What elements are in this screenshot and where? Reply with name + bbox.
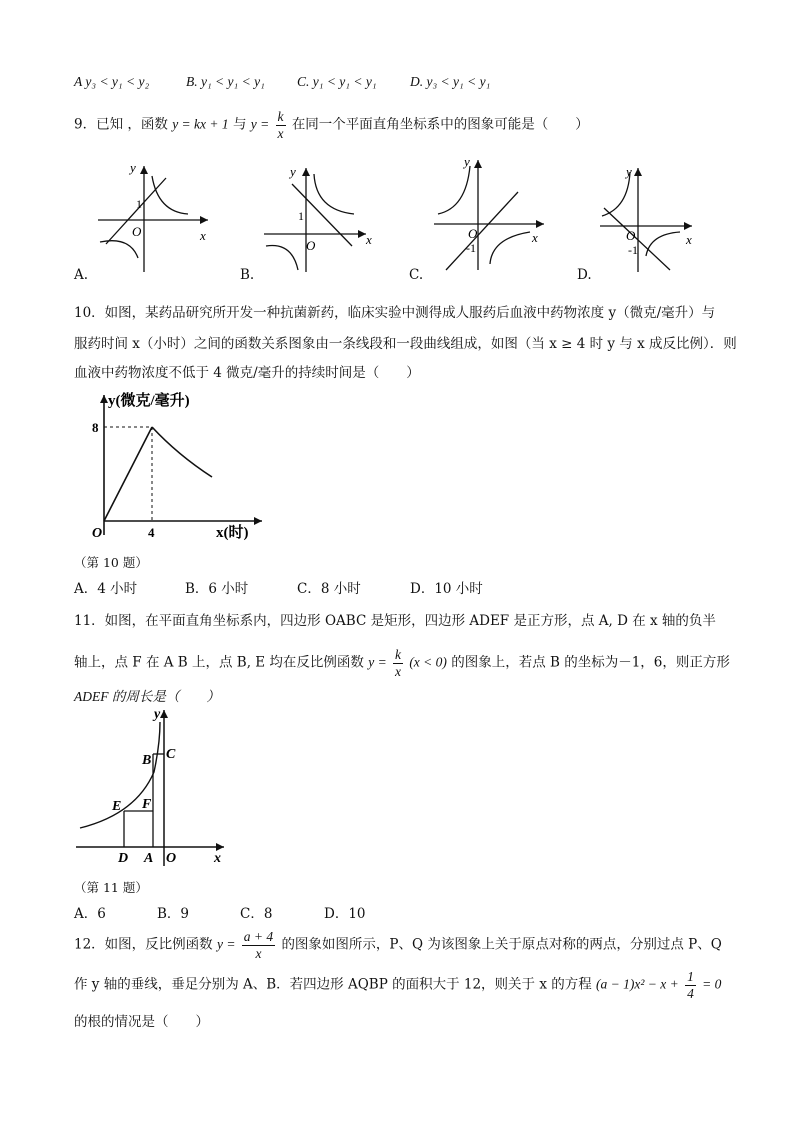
q11-line-2-a: 轴上，点 F 在 A B 上，点 B, E 均在反比例函数	[74, 654, 364, 671]
q9d-neg-one-label: -1	[628, 243, 638, 257]
q8-option-b: B. y₁ < y₁ < y₁	[186, 74, 265, 89]
q9c-y-label: y	[464, 154, 470, 169]
q9b-x-label: x	[366, 232, 372, 247]
q10-x-tick-4: 4	[148, 525, 155, 540]
q11-label-c: C	[166, 747, 176, 762]
q12-frac-num: a + 4	[243, 929, 274, 944]
q8-option-c: C. y₁ < y₁ < y₁	[297, 74, 377, 89]
q10-graph	[82, 385, 272, 545]
q10-caption: （第 10 题）	[74, 555, 148, 570]
q12-eq-frac-num: 1	[687, 969, 694, 984]
q9b-y-label: y	[290, 164, 296, 179]
q11-option-c: C．8	[240, 906, 273, 922]
q10-option-a: A．4 小时	[74, 581, 138, 597]
q9-graph-a	[96, 158, 218, 274]
q10-option-b: B．6 小时	[185, 581, 249, 597]
q12-equation-fraction	[685, 970, 696, 1000]
q9-stem	[74, 110, 589, 140]
q11-frac-den: x	[395, 663, 402, 679]
q11-option-d: D．10	[324, 906, 366, 922]
q11-option-a: A．6	[74, 906, 106, 922]
q10-origin-label: O	[92, 526, 103, 541]
q11-caption: （第 11 题）	[74, 880, 148, 895]
q12-line-1-a: 12．如图，反比例函数	[74, 936, 213, 953]
q9-formula-2-fraction	[276, 110, 286, 140]
q11-formula-condition: (x < 0)	[409, 654, 447, 670]
q9-graph-c	[432, 152, 554, 274]
q11-line-2	[74, 648, 730, 678]
q10-y-axis-label: y(微克/毫升)	[108, 393, 190, 409]
q12-equation-a: (a − 1)x² − x +	[596, 976, 679, 992]
q11-frac-num: k	[395, 647, 402, 662]
q9-option-a: A.	[74, 267, 89, 283]
q9a-y-label: y	[130, 160, 136, 175]
q12-formula-fraction	[242, 930, 275, 960]
q9a-x-label: x	[200, 228, 206, 243]
q9a-origin-label: O	[132, 224, 142, 239]
q10-line-2: 服药时间 x（小时）之间的函数关系图象由一条线段和一段曲线组成，如图（当 x ≥ 4 时 y 与 x 成反比例）．则	[74, 336, 737, 352]
q9-graph-b	[262, 158, 384, 274]
q9c-neg-one-label: -1	[466, 241, 476, 255]
q9d-x-label: x	[686, 232, 692, 247]
q9-mid: 与	[232, 116, 247, 133]
q10-option-c: C．8 小时	[297, 581, 361, 597]
q9c-origin-label: O	[468, 226, 478, 241]
q9-frac-num: k	[277, 109, 284, 124]
q9d-origin-label: O	[626, 228, 636, 243]
q12-eq-frac-den: 4	[687, 985, 694, 1001]
q12-line-2-a: 作 y 轴的垂线，垂足分别为 A、B．若四边形 AQBP 的面积大于 12，则关于 x 的方程	[74, 976, 592, 993]
q12-formula-lhs: y =	[216, 936, 236, 952]
q12-line-2	[74, 970, 721, 1000]
q9-suffix: 在同一个平面直角坐标系中的图象可能是（ ）	[291, 116, 589, 133]
q10-option-d: D．10 小时	[410, 581, 483, 597]
q11-line-2-b: 的图象上，若点 B 的坐标为－1，6，则正方形	[451, 654, 730, 671]
q11-label-b: B	[142, 753, 152, 768]
q11-line-3: ADEF 的周长是（ ）	[74, 689, 220, 704]
q12-equation-b: = 0	[702, 976, 722, 992]
q12-line-1	[74, 930, 722, 960]
q11-formula-lhs: y =	[368, 654, 387, 670]
q11-label-o: O	[166, 851, 177, 866]
q11-label-d: D	[118, 851, 129, 866]
q11-label-e: E	[112, 799, 122, 814]
q9c-x-label: x	[532, 230, 538, 245]
q11-formula-fraction	[393, 648, 403, 678]
q9-formula-2-lhs: y =	[250, 116, 270, 132]
q9a-one-label: 1	[136, 197, 142, 211]
q9b-origin-label: O	[306, 238, 316, 253]
q9-option-c: C.	[409, 267, 424, 283]
q8-option-d: D. y₃ < y₁ < y₁	[410, 74, 491, 89]
q11-option-b: B．9	[157, 906, 190, 922]
q9-prefix: 9．已知 ，函数	[74, 116, 168, 133]
q9d-y-label: y	[626, 164, 632, 179]
q9-formula-1: y = kx + 1	[172, 116, 229, 132]
q10-line-3: 血液中药物浓度不低于 4 微克/毫升的持续时间是（ ）	[74, 365, 420, 381]
q12-frac-den: x	[255, 945, 262, 961]
q10-y-tick-8: 8	[92, 420, 99, 435]
q9-frac-den: x	[277, 125, 284, 141]
q10-line-1: 10．如图，某药品研究所开发一种抗菌新药，临床实验中测得成人服药后血液中药物浓度 y（微克/毫升）与	[74, 305, 716, 321]
q9-graph-d	[598, 160, 702, 274]
q11-y-label: y	[154, 707, 161, 722]
q9-option-b: B.	[240, 267, 255, 283]
q8-option-a: A y₃ < y₁ < y₂	[74, 74, 150, 89]
q12-line-3: 的根的情况是（ ）	[74, 1014, 209, 1030]
q11-graph	[76, 704, 228, 868]
q11-label-a: A	[144, 851, 154, 866]
q10-x-axis-label: x(时)	[216, 525, 249, 541]
q9-option-d: D.	[577, 267, 592, 283]
q12-line-1-b: 的图象如图所示，P、Q 为该图象上关于原点对称的两点，分别过点 P、Q	[281, 936, 722, 953]
q11-label-f: F	[142, 797, 152, 812]
q11-line-1: 11．如图，在平面直角坐标系内，四边形 OABC 是矩形，四边形 ADEF 是正方形，点 A, D 在 x 轴的负半	[74, 613, 716, 629]
q9b-one-label: 1	[298, 209, 304, 223]
q11-x-label: x	[214, 851, 221, 866]
